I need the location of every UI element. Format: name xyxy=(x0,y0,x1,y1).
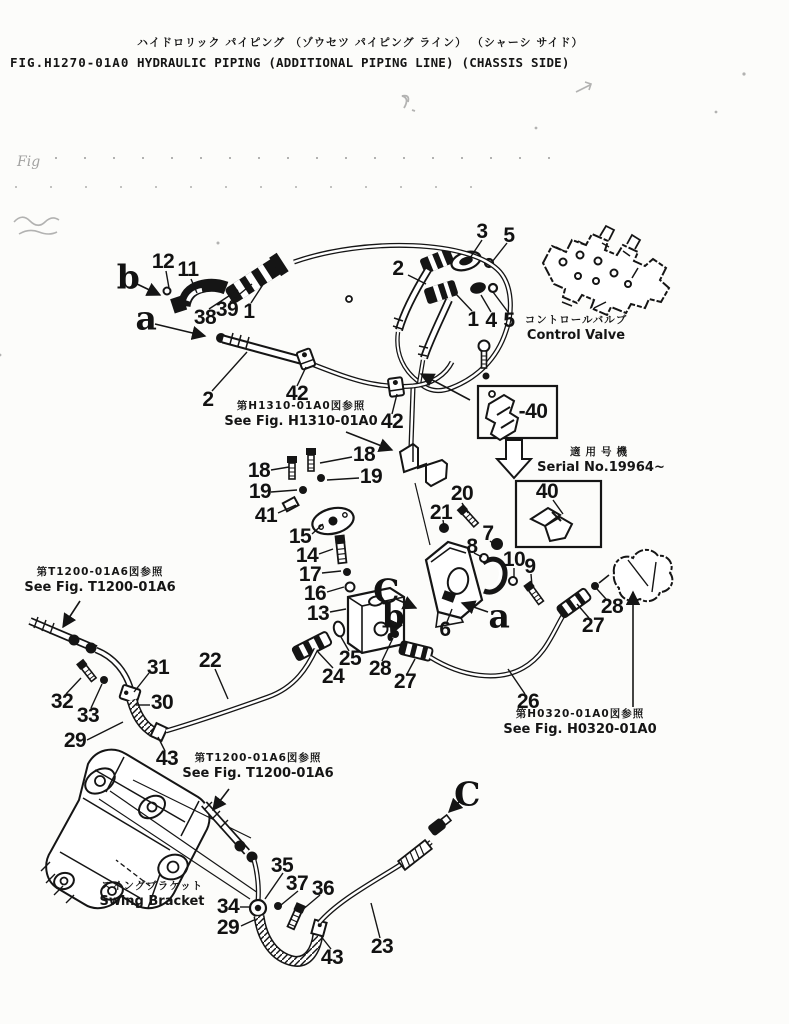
part-callout-22: 22 xyxy=(198,649,222,672)
part-callout-4: 4 xyxy=(485,309,497,332)
control-valve-label-jp: コントロールバルブ xyxy=(524,314,628,326)
part-callout-19: 19 xyxy=(359,465,383,488)
part-callout-40: -40 xyxy=(518,400,548,423)
swing-bracket-label-en: Swing Bracket xyxy=(99,893,205,909)
bolt-36 xyxy=(286,902,306,930)
part-callout-2: 2 xyxy=(392,257,404,280)
part-callout-C: C xyxy=(454,774,480,814)
clamp-42-parts xyxy=(296,348,404,397)
fitting-c-bottom xyxy=(427,813,453,837)
part-callout-16: 16 xyxy=(303,582,327,605)
part-callout-31: 31 xyxy=(146,656,170,679)
part-callout-25: 25 xyxy=(338,647,362,670)
fitting-27-center xyxy=(399,641,433,661)
scan-noise-marks xyxy=(0,72,746,356)
ref-note-t1200-left-en: See Fig. T1200-01A6 xyxy=(24,579,176,595)
swing-bracket-label-jp: スイングブラケット xyxy=(100,880,204,892)
part-callout-14: 14 xyxy=(295,544,319,567)
oring-16 xyxy=(346,583,355,592)
part-callout-b: b xyxy=(381,596,405,636)
bolt-9 xyxy=(523,581,544,606)
part-callout-36: 36 xyxy=(311,877,335,900)
part-40-boxes xyxy=(478,341,601,548)
ref-note-t1200-left-jp: 第T1200-01A6図参照 xyxy=(36,566,164,578)
part-callout-43: 43 xyxy=(155,747,179,770)
part-callout-2: 2 xyxy=(202,388,214,411)
part-callout-41: 41 xyxy=(254,504,278,527)
part-callout-42: 42 xyxy=(285,382,309,405)
ref-note-t1200-left xyxy=(24,566,175,597)
washer-17 xyxy=(343,568,351,576)
part-callout-40: 40 xyxy=(535,480,559,503)
remote-valve-blob xyxy=(614,550,673,601)
washer-19-left xyxy=(299,486,307,494)
part-callout-10: 10 xyxy=(502,548,526,571)
part-callout-26: 26 xyxy=(516,690,540,713)
part-callout-18: 18 xyxy=(247,459,271,482)
ref-note-h0320-en: See Fig. H0320-01A0 xyxy=(503,721,657,737)
control-valve-label xyxy=(525,314,628,345)
part-callout-18: 18 xyxy=(352,443,376,466)
ref-note-t1200-bottom-en: See Fig. T1200-01A6 xyxy=(182,765,334,781)
part-callout-a: a xyxy=(135,298,157,338)
bolt-18-right xyxy=(306,448,316,471)
washer-4 xyxy=(469,281,487,296)
part-callout-9: 9 xyxy=(524,555,536,578)
part-callout-24: 24 xyxy=(321,665,345,688)
ref-note-h0320-jp: 第H0320-01A0図参照 xyxy=(515,708,645,720)
part-callout-15: 15 xyxy=(288,525,312,548)
figure-number: FIG.H1270-01A0 xyxy=(10,55,130,70)
part-callout-19: 19 xyxy=(248,480,272,503)
part-callout-35: 35 xyxy=(270,854,294,877)
part-callout-28: 28 xyxy=(600,595,624,618)
fitting-1-lower xyxy=(423,279,458,304)
clip-part-40 xyxy=(531,508,572,541)
control-valve-drawing xyxy=(543,226,669,315)
part-callout-13: 13 xyxy=(306,602,330,625)
oring-8 xyxy=(480,554,488,562)
part-callout-6: 6 xyxy=(439,618,451,641)
part-callout-1: 1 xyxy=(467,308,479,331)
part-callout-23: 23 xyxy=(370,935,394,958)
part-callout-a: a xyxy=(488,596,510,636)
part-callout-5: 5 xyxy=(503,224,515,247)
oring-12 xyxy=(164,288,171,295)
part-callout-32: 32 xyxy=(50,690,74,713)
part-callout-30: 30 xyxy=(150,691,174,714)
clip-part-minus40 xyxy=(486,391,518,440)
part-callout-29: 29 xyxy=(216,916,240,939)
part-callout-28: 28 xyxy=(368,657,392,680)
part-callout-42: 42 xyxy=(380,410,404,433)
oring-10 xyxy=(509,577,517,585)
part-callout-12: 12 xyxy=(151,250,175,273)
part-callout-8: 8 xyxy=(466,535,478,558)
serial-note xyxy=(537,446,665,477)
part-callout-5: 5 xyxy=(503,309,515,332)
part-callout-43: 43 xyxy=(320,946,344,969)
part-callout-21: 21 xyxy=(429,501,453,524)
part-callout-39: 39 xyxy=(215,298,239,321)
part-callout-17: 17 xyxy=(298,563,322,586)
part-callout-34: 34 xyxy=(216,895,240,918)
part-callout-20: 20 xyxy=(450,482,474,505)
control-valve-label-en: Control Valve xyxy=(526,327,626,343)
part-callout-3: 3 xyxy=(476,220,488,243)
part-callout-27: 27 xyxy=(581,614,605,637)
part-callout-7: 7 xyxy=(482,522,494,545)
oring-25 xyxy=(332,620,346,637)
ref-note-h1310-jp: 第H1310-01A0図参照 xyxy=(236,400,366,412)
part-callout-27: 27 xyxy=(393,670,417,693)
flange-15 xyxy=(310,504,357,538)
part-callout-1: 1 xyxy=(243,300,255,323)
ref-note-t1200-bottom-jp: 第T1200-01A6図参照 xyxy=(194,752,322,764)
part-callout-11: 11 xyxy=(177,258,199,281)
swing-bracket-label xyxy=(99,880,204,911)
part-callout-C: C xyxy=(373,571,399,611)
part-callout-37: 37 xyxy=(285,872,309,895)
oring-5-lower xyxy=(489,284,497,292)
title-english: HYDRAULIC PIPING (ADDITIONAL PIPING LINE) (CHASSIS SIDE) xyxy=(137,55,570,70)
serial-note-jp: 適用号機 xyxy=(569,446,632,458)
serial-break-arrow xyxy=(497,440,531,478)
title-japanese: ハイドロリック パイピング （ゾウセツ パイピング ライン） （シャーシ サイド） xyxy=(137,36,584,49)
part-callout-33: 33 xyxy=(76,704,100,727)
part-callout-b: b xyxy=(116,257,140,297)
part-callout-38: 38 xyxy=(193,306,217,329)
part-callout-29: 29 xyxy=(63,729,87,752)
washer-33 xyxy=(100,676,108,684)
joint-14 xyxy=(335,535,348,564)
faint-fig-mark: Fig xyxy=(17,154,41,170)
ref-note-h1310-en: See Fig. H1310-01A0 xyxy=(224,413,378,429)
washer-37 xyxy=(274,902,282,910)
hose-29-left-assembly xyxy=(30,617,316,741)
serial-note-en: Serial No.19964~ xyxy=(537,459,665,475)
ref-note-t1200-bottom xyxy=(182,752,333,783)
bolt-20 xyxy=(457,504,480,528)
washer-19-right xyxy=(317,474,325,482)
